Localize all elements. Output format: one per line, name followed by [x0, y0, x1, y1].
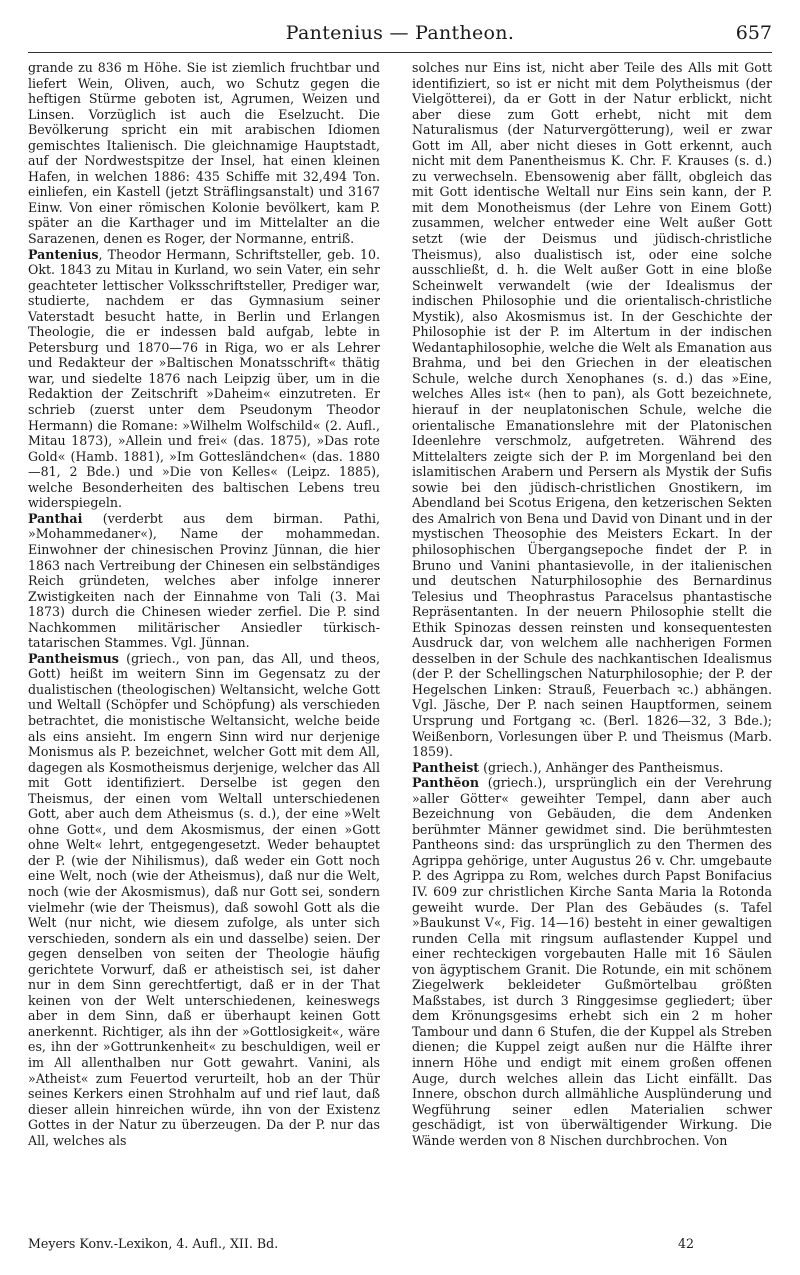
entry-headword: Pantenius: [28, 246, 99, 262]
entry-pantenius: [28, 247, 380, 511]
left-column: [28, 60, 380, 1230]
right-column: [412, 60, 772, 1230]
entry-text: (griech., von pan, das All, und theos, Gott) heißt im weitern Sinn im Gegensatz zu der dualistischen (theologischen) Weltansicht, welche Gott und Weltall (Schöpfer und Schöpfung) als verschieden betrachtet, die monistische Weltansicht, welche beide als eins ansieht. Im engern Sinn wird nur derjenige Monismus als P. bezeichnet, welcher Gott mit dem All, dagegen als Kosmotheismus derjenige, welcher das All mit Gott identifiziert. Derselbe ist gegen den Theismus, der einen vom Weltall unterschiedenen Gott, aber auch dem Atheismus (s. d.), der eine »Welt ohne Gott«, und dem Akosmismus, der einen »Gott ohne Welt« lehrt, entgegengesetzt. Weder behauptet der P. (wie der Nihilismus), daß weder ein Gott noch eine Welt, noch (wie der Atheismus), daß nur die Welt, noch (wie der Akosmismus), daß nur Gott sei, sondern vielmehr (wie der Theismus), daß sowohl Gott als die Welt (nur nicht, wie diesem zufolge, als unter sich verschieden, sondern als ein und dasselbe) seien. Der gegen denselben von seiten der Theologie häufig gerichtete Vorwurf, daß er atheistisch sei, ist daher nur in dem Sinn gerechtfertigt, daß er in der That keinen von der Welt unterschiedenen, keineswegs aber in dem Sinn, daß er überhaupt keinen Gott anerkennt. Richtiger, als ihn der »Gottlosigkeit«, wäre es, ihn der »Gottrunkenheit« zu beschuldigen, weil er im All allenthalben nur Gott gewahrt. Vanini, als »Atheist« zum Feuertod verurteilt, hob an der Thür seines Kerkers einen Strohhalm auf und rief laut, daß dieser allein hinreichen würde, ihn von der Existenz Gottes in der Natur zu überzeugen. Da der P. nur das All, welches als: [28, 650, 380, 1148]
entry-text: (griech.), ursprünglich ein der Verehrung »aller Götter« geweihter Tempel, dann aber auch Bezeichnung von Gebäuden, die dem Andenken berühmter Männer gewidmet sind. Die berühmtesten Pantheons sind: das ursprünglich zu den Thermen des Agrippa gehörige, unter Augustus 26 v. Chr. umgebaute P. des Agrippa zu Rom, welches durch Papst Bonifacius IV. 609 zur christlichen Kirche Santa Maria la Rotonda geweiht wurde. Der Plan des Gebäudes (s. Tafel »Baukunst V«, Fig. 14—16) besteht in einer gewaltigen runden Cella mit ringsum auflastender Kuppel und einer rechteckigen vorgebauten Halle mit 16 Säulen von ägyptischem Granit. Die Rotunde, ein mit schönem Ziegelwerk bekleideter Gußmörtelbau größten Maßstabes, ist durch 3 Ringgesimse gegliedert; über dem Krönungsgesims erhebt sich ein 2 m hoher Tambour und dann 6 Stufen, die der Kuppel als Streben dienen; die Kuppel zeigt außen nur die Hälfte ihrer innern Höhe und endigt mit einem großen offenen Auge, durch welches allein das Licht einfällt. Das Innere, obschon durch allmähliche Ausplünderung und Wegführung seiner edlen Materialien schwer geschädigt, ist von überwältigender Wirkung. Die Wände werden von 8 Nischen durchbrochen. Von: [412, 775, 772, 1148]
source-line: Meyers Konv.-Lexikon, 4. Aufl., XII. Bd.: [28, 1236, 279, 1251]
running-title: Pantenius — Pantheon.: [285, 22, 515, 44]
entry-continuation: [28, 60, 380, 247]
entry-text: grande zu 836 m Höhe. Sie ist ziemlich fruchtbar und liefert Wein, Oliven, auch, wo Schutz gegen die heftigen Stürme geboten ist, Agrumen, Weizen und Linsen. Vorzüglich ist auch die Eselzucht. Die Bevölkerung spricht ein mit arabischen Idiomen gemischtes Italienisch. Die gleichnamige Hauptstadt, auf der Nordwestspitze der Insel, hat einen kleinen Hafen, in welchen 1886: 435 Schiffe mit 32,494 Ton. einliefen, ein Kastell (jetzt Sträflingsanstalt) und 3167 Einw. Von einer römischen Kolonie bevölkert, kam P. später an die Karthager und im Mittelalter an die Sarazenen, denen es Roger, der Normanne, entriß.: [28, 60, 380, 247]
signature-mark: 42: [678, 1236, 695, 1251]
entry-continuation: [412, 60, 772, 760]
entry-pantheismus: [28, 651, 380, 1149]
entry-headword: Panthĕon: [412, 775, 479, 791]
page-footer: [28, 1236, 772, 1256]
page-number: 657: [735, 22, 772, 44]
running-header: [28, 22, 772, 48]
entry-pantheon: [412, 775, 772, 1148]
entry-pantheist: [412, 760, 772, 776]
entry-text: (verderbt aus dem birman. Pathi, »Mohammedaner«), Name der mohammedan. Einwohner der chinesischen Provinz Jünnan, die hier 1863 nach Vertreibung der Chinesen ein selbständiges Reich gründeten, welches aber infolge innerer Zwistigkeiten nach der Einnahme von Tali (3. Mai 1873) durch die Chinesen wieder zerfiel. Die P. sind Nachkommen militärischer Ansiedler türkisch-tatarischen Stammes. Vgl. Jünnan.: [28, 510, 380, 651]
entry-text: (griech.), Anhänger des Pantheismus.: [479, 759, 724, 775]
entry-headword: Pantheismus: [28, 650, 119, 666]
entry-headword: Panthai: [28, 510, 83, 526]
entry-text: solches nur Eins ist, nicht aber Teile des Alls mit Gott identifiziert, so ist er nicht mit dem Polytheismus (der Vielgötterei), da er Gott in der Natur erblickt, nicht aber diese zum Gott erhebt, nicht mit dem Naturalismus (der Naturvergötterung), weil er zwar Gott im All, aber nicht dieses in Gott erkennt, auch nicht mit dem Panentheismus K. Chr. F. Krauses (s. d.) zu verwechseln. Ebensowenig aber fällt, obgleich das mit Gott identische Weltall nur Eins sein kann, der P. mit dem Monotheismus (der Lehre von Einem Gott) zusammen, welcher entweder eine Welt außer Gott setzt (wie der Deismus und jüdisch-christliche Theismus), also dualistisch ist, oder eine solche ausschließt, d. h. die Welt außer Gott in eine bloße Scheinwelt verwandelt (wie der Idealismus der indischen Philosophie und die orientalisch-christliche Mystik), also Akosmismus ist. In der Geschichte der Philosophie ist der P. im Altertum in der indischen Wedantaphilosophie, welche die Welt als Emanation aus Brahma, und bei den Griechen in der eleatischen Schule, welche durch Xenophanes (s. d.) das »Eine, welches Alles ist« (hen to pan), als Gott bezeichnete, hierauf in der neuplatonischen Schule, welche die orientalische Emanationslehre mit der Platonischen Ideenlehre verschmolz, aufgetreten. Während des Mittelalters zeigte sich der P. im Morgenland bei den islamitischen Arabern und Persern als Mystik der Sufis sowie bei den jüdisch-christlichen Gnostikern, im Abendland bei Scotus Erigena, den ketzerischen Sekten des Amalrich von Bena und David von Dinant und in der mystischen Theosophie des Meisters Eckart. In der philosophischen Übergangsepoche findet der P. in Bruno und Vanini phantasievolle, in der italienischen und deutschen Naturphilosophie des Bernardinus Telesius und Theophrastus Paracelsus phantastische Repräsentanten. In der neuern Philosophie stellt die Ethik Spinozas dessen reinsten und konsequentesten Ausdruck dar, von welchem alle nachherigen Formen desselben in der Schule des nachkantischen Idealismus (der P. der Schellingschen Naturphilosophie; der P. der Hegelschen Linken: Strauß, Feuerbach ꝛc.) abhängen. Vgl. Jäsche, Der P. nach seinen Hauptformen, seinem Ursprung und Fortgang ꝛc. (Berl. 1826—32, 3 Bde.); Weißenborn, Vorlesungen über P. und Theismus (Marb. 1859).: [412, 60, 772, 760]
entry-panthai: [28, 511, 380, 651]
entry-text: , Theodor Hermann, Schriftsteller, geb. 10. Okt. 1843 zu Mitau in Kurland, wo sein Vater, ein sehr geachteter lettischer Volksschriftsteller, Prediger war, studierte, nachdem er das Gymnasium seiner Vaterstadt besucht hatte, in Berlin und Erlangen Theologie, die er indessen bald aufgab, lebte in Petersburg und 1870—76 in Riga, wo er als Lehrer und Redakteur der »Baltischen Monatsschrift« thätig war, und siedelte 1876 nach Leipzig über, um in die Redaktion der Zeitschrift »Daheim« einzutreten. Er schrieb (zuerst unter dem Pseudonym Theodor Hermann) die Romane: »Wilhelm Wolfschild« (2. Aufl., Mitau 1873), »Allein und frei« (das. 1875), »Das rote Gold« (Hamb. 1881), »Im Gottesländchen« (das. 1880—81, 2 Bde.) und »Die von Kelles« (Leipz. 1885), welche Besonderheiten des baltischen Lebens treu widerspiegeln.: [28, 246, 380, 511]
entry-headword: Pantheist: [412, 759, 480, 775]
header-rule: [28, 52, 772, 53]
